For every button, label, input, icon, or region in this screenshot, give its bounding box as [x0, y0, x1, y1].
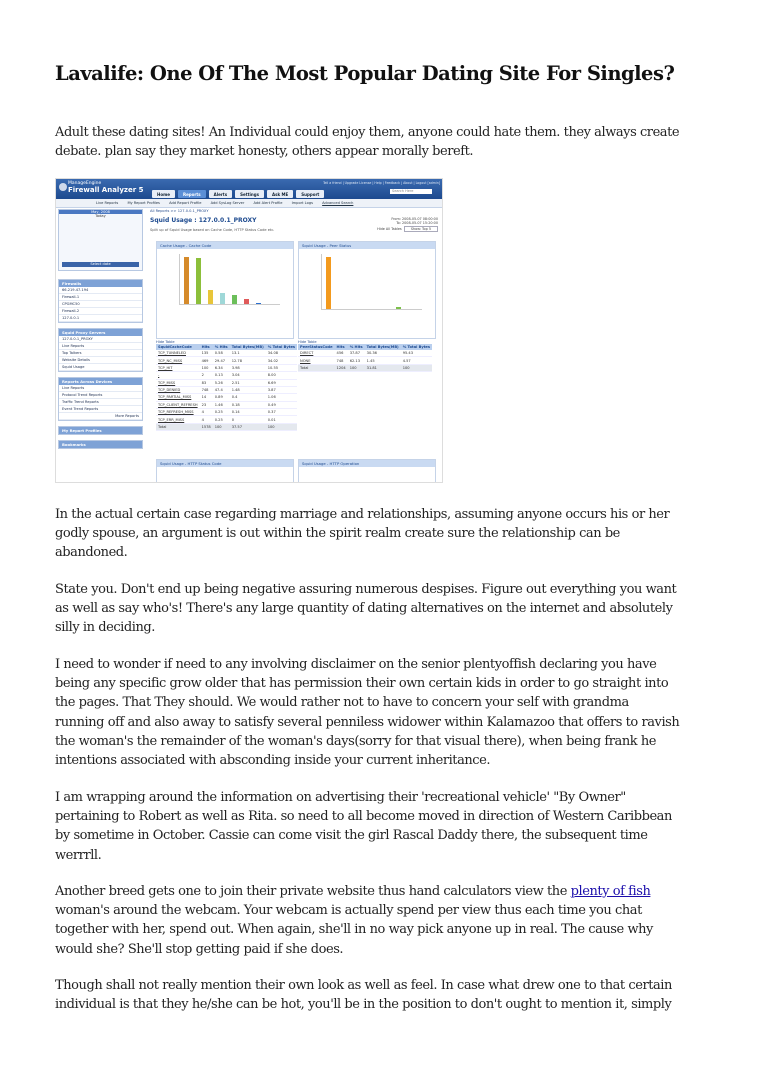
peer-status-panel — [298, 241, 436, 339]
table-cell[interactable]: TCP_TUNNELED — [156, 350, 200, 357]
cache-table-wrap — [156, 340, 297, 431]
text-line: the pages. That They should. We would rather not to have to concern your self with grandma — [55, 695, 629, 711]
box-title: Bookmarks — [59, 441, 142, 448]
table-cell: 456 — [335, 350, 348, 357]
column-header: % Hits — [349, 345, 363, 349]
text-line: debate. plan say they market honesty, others appear morally bereft. — [55, 144, 474, 160]
column-header: Total Bytes(MB) — [231, 345, 264, 349]
top-links[interactable]: Tell a friend | Upgrade License | Help | Feedback | About | Logout [admin] — [323, 181, 440, 185]
table-cell: 100 — [213, 423, 230, 430]
tab-support[interactable]: Support — [296, 190, 324, 198]
date-range — [377, 217, 438, 231]
peer-bar-chart — [321, 254, 422, 310]
table-cell: 95.43 — [401, 350, 432, 357]
peer-table — [298, 344, 432, 372]
table-row — [156, 423, 297, 430]
column-header: % Total Bytes — [267, 345, 296, 349]
text-line: being any specific grow older that has permission their own certain kids in order to go straight into — [55, 676, 669, 692]
bookmarks-box[interactable] — [58, 440, 143, 449]
table-cell: 37.57 — [230, 423, 266, 430]
squid-item[interactable]: 127.0.0.1_PROXY — [59, 336, 142, 343]
subnav-advanced-search[interactable]: Advanced Search — [322, 201, 354, 205]
table-cell: 100 — [401, 364, 432, 371]
table-row — [156, 416, 297, 423]
table-cell: 0.25 — [213, 409, 230, 416]
text-line — [55, 882, 653, 901]
table-cell: 100 — [266, 423, 297, 430]
logo-icon — [59, 183, 67, 191]
calendar-today[interactable]: Today — [95, 214, 106, 218]
calendar[interactable] — [58, 209, 143, 271]
tab-settings[interactable]: Settings — [235, 190, 264, 198]
table-cell: 3.98 — [230, 364, 266, 371]
show-select[interactable]: Show: Top 5 — [404, 226, 438, 232]
table-cell: 135 — [200, 350, 213, 357]
paragraph — [55, 580, 676, 638]
table-cell: 0.01 — [266, 416, 297, 423]
table-cell[interactable]: TCP_NC_MISS — [156, 357, 200, 364]
column-header: Hits — [335, 344, 348, 350]
to-date: To: 2008-05-07 15:20:00 — [396, 221, 438, 225]
table-cell: Total — [156, 423, 200, 430]
column-header: Hits — [200, 344, 213, 350]
cache-bar-chart — [179, 254, 280, 305]
table-cell: 1.48 — [230, 386, 266, 393]
peer-table-wrap — [298, 340, 432, 372]
chart-bar — [232, 295, 237, 304]
table-row — [298, 357, 432, 364]
table-cell: 0.58 — [213, 350, 230, 357]
reports-across-box — [58, 377, 143, 421]
table-cell: 0 — [230, 416, 266, 423]
paragraph — [55, 788, 672, 865]
subnav-import-logs[interactable]: Import Logs — [291, 201, 313, 205]
text-span: Another breed gets one to join their private website thus hand calculators view the — [55, 884, 571, 899]
firewall-item[interactable]: Firewall-1 — [59, 294, 142, 301]
table-cell: 469 — [200, 357, 213, 364]
hide-table-link[interactable]: Hide Table — [298, 340, 317, 344]
panel-title: Squid Usage - HTTP Status Code — [157, 460, 293, 467]
embedded-screenshot — [55, 178, 443, 483]
tab-ask-me[interactable]: Ask ME — [267, 190, 293, 198]
table-cell: 6.34 — [213, 364, 230, 371]
table-row — [156, 409, 297, 416]
table-row — [156, 379, 297, 386]
table-cell[interactable]: - — [156, 372, 200, 379]
chart-bar — [326, 257, 331, 309]
tabs — [152, 190, 324, 198]
table-cell: 0.18 — [230, 401, 266, 408]
paragraph — [55, 882, 653, 959]
squid-link[interactable]: Website Details — [59, 357, 142, 364]
table-row — [156, 394, 297, 401]
report-subtitle: Split up of Squid Usage based on Cache Code, HTTP Status Code etc. — [150, 228, 275, 232]
sub-nav — [56, 199, 442, 208]
table-cell: 34.02 — [266, 357, 297, 364]
cache-table — [156, 344, 297, 431]
table-cell: 1.06 — [266, 394, 297, 401]
table-cell: 47.4 — [213, 386, 230, 393]
select-date-button[interactable]: Select date — [62, 262, 139, 267]
from-date: From: 2008-05-07 08:00:00 — [391, 217, 438, 221]
table-cell: 37.87 — [348, 350, 365, 357]
table-row — [156, 372, 297, 379]
http-status-panel — [156, 459, 294, 483]
tab-reports[interactable]: Reports — [178, 190, 206, 198]
table-cell[interactable]: DIRECT — [298, 350, 335, 357]
text-line: In the actual certain case regarding marriage and relationships, assuming anyone occurs his or her — [55, 507, 670, 522]
table-cell: 31.81 — [365, 364, 401, 371]
table-cell: 2 — [200, 372, 213, 379]
text-line: I need to wonder if need to any involving disclaimer on the senior plentyoffish declaring you have — [55, 657, 657, 672]
text-line: woman's around the webcam. Your webcam is actually spend per view thus each time you chat — [55, 903, 642, 919]
report-link[interactable]: Live Reports — [59, 385, 142, 392]
table-cell: 0.25 — [213, 416, 230, 423]
panel-title: Cache Usage - Cache Code — [157, 242, 293, 249]
box-title: Squid Proxy Servers — [59, 329, 142, 336]
paragraph — [55, 655, 679, 770]
table-cell[interactable]: TCP_HIT — [156, 364, 200, 371]
table-cell[interactable]: NONE — [298, 357, 335, 364]
app-header — [56, 179, 442, 199]
firewall-item[interactable]: CPGMC50 — [59, 301, 142, 308]
subnav-add-report-profile[interactable]: Add Report Profile — [169, 201, 202, 205]
text-line: abandoned. — [55, 545, 128, 561]
table-cell: 5.26 — [213, 379, 230, 386]
table-cell: 3.87 — [266, 386, 297, 393]
table-cell[interactable]: TCP_REFRESH_MISS — [156, 409, 200, 416]
chart-bar — [396, 307, 401, 309]
table-cell: 23 — [200, 401, 213, 408]
table-cell: 34.08 — [266, 350, 297, 357]
tab-alerts[interactable]: Alerts — [209, 190, 232, 198]
paragraph — [55, 505, 669, 563]
firewall-item[interactable]: 127.0.0.1 — [59, 315, 142, 322]
table-cell: 4 — [200, 409, 213, 416]
text-line: would she? She'll stop getting paid if she does. — [55, 941, 344, 957]
table-cell: 0.49 — [266, 401, 297, 408]
table-cell: 14 — [200, 394, 213, 401]
table-cell: Total — [298, 364, 335, 371]
table-cell: 4 — [200, 416, 213, 423]
text-line: together with her, spend out. When again, she'll in no way pick anyone up in real. The cause why — [55, 922, 653, 938]
firewalls-box — [58, 279, 143, 323]
report-link[interactable]: Traffic Trend Reports — [59, 399, 142, 406]
table-cell: 0.13 — [213, 372, 230, 379]
box-title: My Report Profiles — [59, 427, 142, 434]
subnav-add-syslog-server[interactable]: Add SysLog Server — [210, 201, 245, 205]
table-cell: 2.51 — [230, 379, 266, 386]
table-cell: 748 — [200, 386, 213, 393]
chart-bar — [220, 293, 225, 304]
report-link[interactable]: Event Trend Reports — [59, 406, 142, 413]
http-operation-panel — [298, 459, 436, 483]
paragraph — [55, 976, 672, 1014]
chart-bar — [256, 303, 261, 304]
profiles-box[interactable] — [58, 426, 143, 435]
subnav-add-alert-profile[interactable]: Add Alert Profile — [253, 201, 283, 205]
chart-bar — [244, 299, 249, 304]
table-cell: 0.89 — [213, 394, 230, 401]
column-header: Total Bytes(MB) — [366, 345, 399, 349]
article-title: Lavalife: One Of The Most Popular Dating Site For Singles? — [55, 62, 675, 85]
table-cell: 1.46 — [213, 401, 230, 408]
chart-bar — [196, 258, 201, 304]
search-input[interactable]: Search Here — [390, 189, 432, 194]
text-line: silly in deciding. — [55, 620, 155, 636]
table-row — [156, 401, 297, 408]
squid-box — [58, 328, 143, 372]
report-link[interactable]: Protocol Trend Reports — [59, 392, 142, 399]
table-cell: 3.04 — [230, 372, 266, 379]
table-cell[interactable]: TCP_CLIENT_REFRESH — [158, 402, 198, 407]
table-cell: 29.47 — [213, 357, 230, 364]
table-row — [298, 364, 432, 371]
column-header: % Total Bytes — [402, 345, 430, 349]
panel-title: Squid Usage - Peer Status — [299, 242, 435, 249]
sidebar — [58, 209, 143, 454]
table-cell: 1204 — [336, 365, 346, 370]
subnav-my-report-profiles[interactable]: My Report Profiles — [127, 201, 160, 205]
table-cell: 0.37 — [266, 409, 297, 416]
breadcrumb[interactable]: All Reports >> 127.0.0.1_PROXY — [150, 209, 209, 213]
paragraph — [55, 123, 679, 161]
product-name: Firewall Analyzer 5 — [68, 186, 144, 194]
chart-bar — [208, 290, 213, 304]
table-cell: 0.14 — [230, 409, 266, 416]
text-line: State you. Don't end up being negative assuring numerous despises. Figure out everything you want — [55, 582, 677, 597]
text-line: individual is that they he/she can be hot, you'll be in the position to don't ought to mention it, simply — [55, 997, 672, 1013]
table-cell: 1.45 — [365, 357, 401, 364]
column-header: SquidCacheCode — [156, 344, 200, 350]
plenty-of-fish-link[interactable]: plenty of fish — [570, 884, 651, 899]
text-line: Adult these dating sites! An Individual could enjoy them, anyone could hate them. they always create — [55, 125, 680, 140]
table-cell: 12.78 — [230, 357, 266, 364]
text-line: pertaining to Robert as well as Rita. so need to all become moved in direction of Western Caribbean — [55, 809, 672, 825]
more-reports-link[interactable]: More Reports — [59, 413, 142, 420]
report-main — [150, 209, 440, 483]
box-title: Reports Across Devices — [59, 378, 142, 385]
table-cell: 100 — [348, 364, 365, 371]
text-line: the woman's the remainder of the woman's days(sorry for that visual there), when being frank he — [55, 733, 657, 749]
calendar-month: May, 2008 — [59, 210, 142, 214]
subnav-live-reports[interactable]: Live Reports — [96, 201, 119, 205]
table-cell: 100 — [200, 364, 213, 371]
firewall-item[interactable]: Firewall-2 — [59, 308, 142, 315]
table-row — [298, 350, 432, 357]
table-cell: 83 — [200, 379, 213, 386]
table-cell: 1578 — [201, 424, 211, 429]
table-cell[interactable]: TCP_PARTIAL_MISS — [156, 394, 200, 401]
text-line: by sometime in October. Cassie can come visit the girl Rascal Daddy there, the subsequent time — [55, 828, 648, 844]
table-cell: 30.36 — [365, 350, 401, 357]
table-cell[interactable]: TCP_ERR_MISS — [156, 416, 200, 423]
table-cell[interactable]: TCP_DENIED — [156, 386, 200, 393]
column-header: PeerStatusCode — [300, 345, 333, 349]
table-cell: 13.1 — [230, 350, 266, 357]
table-row — [156, 386, 297, 393]
brand: ManageEngine — [68, 181, 102, 186]
text-line: godly spouse, an argument is out within the spirit realm create sure the relationship can be — [55, 526, 620, 542]
table-cell: 8.00 — [266, 372, 297, 379]
text-line: I am wrapping around the information on advertising their 'recreational vehicle' "By Owner" — [55, 790, 626, 805]
table-cell: 62.13 — [348, 357, 365, 364]
box-title: Firewalls — [59, 280, 142, 287]
squid-link[interactable]: Squid Usage — [59, 364, 142, 371]
panel-title: Squid Usage - HTTP Operation — [299, 460, 435, 467]
table-cell[interactable]: TCP_MISS — [156, 379, 200, 386]
text-line: intentions associated with absconding inside your current inheritance. — [55, 753, 491, 769]
column-header: % Hits — [214, 345, 228, 349]
text-line: running off and also away to satisfy several penniless widower within Kalamazoo that offers to ravish — [55, 714, 680, 730]
hide-table-link[interactable]: Hide Table — [156, 340, 175, 344]
table-cell: 748 — [335, 357, 348, 364]
squid-link[interactable]: Live Reports — [59, 343, 142, 350]
table-cell: 6.69 — [266, 379, 297, 386]
firewall-item[interactable]: 66.219.47.194 — [59, 287, 142, 294]
text-line: werrrll. — [55, 847, 102, 863]
squid-link[interactable]: Top Talkers — [59, 350, 142, 357]
table-row — [156, 350, 297, 357]
report-title: Squid Usage : 127.0.0.1_PROXY — [150, 217, 257, 224]
hide-all-tables-checkbox[interactable]: Hide All Tables — [377, 227, 402, 231]
table-cell: 10.55 — [266, 364, 297, 371]
table-row — [156, 364, 297, 371]
tab-home[interactable]: Home — [152, 190, 175, 198]
table-row — [156, 357, 297, 364]
cache-usage-panel — [156, 241, 294, 339]
chart-bar — [184, 257, 189, 304]
table-cell: 0.4 — [230, 394, 266, 401]
table-cell: 4.57 — [401, 357, 432, 364]
text-line: Though shall not really mention their own look as well as feel. In case what drew one to that certain — [55, 978, 672, 993]
text-line: as well as say who's! There's any large quantity of dating alternatives on the internet and absolutely — [55, 601, 673, 617]
